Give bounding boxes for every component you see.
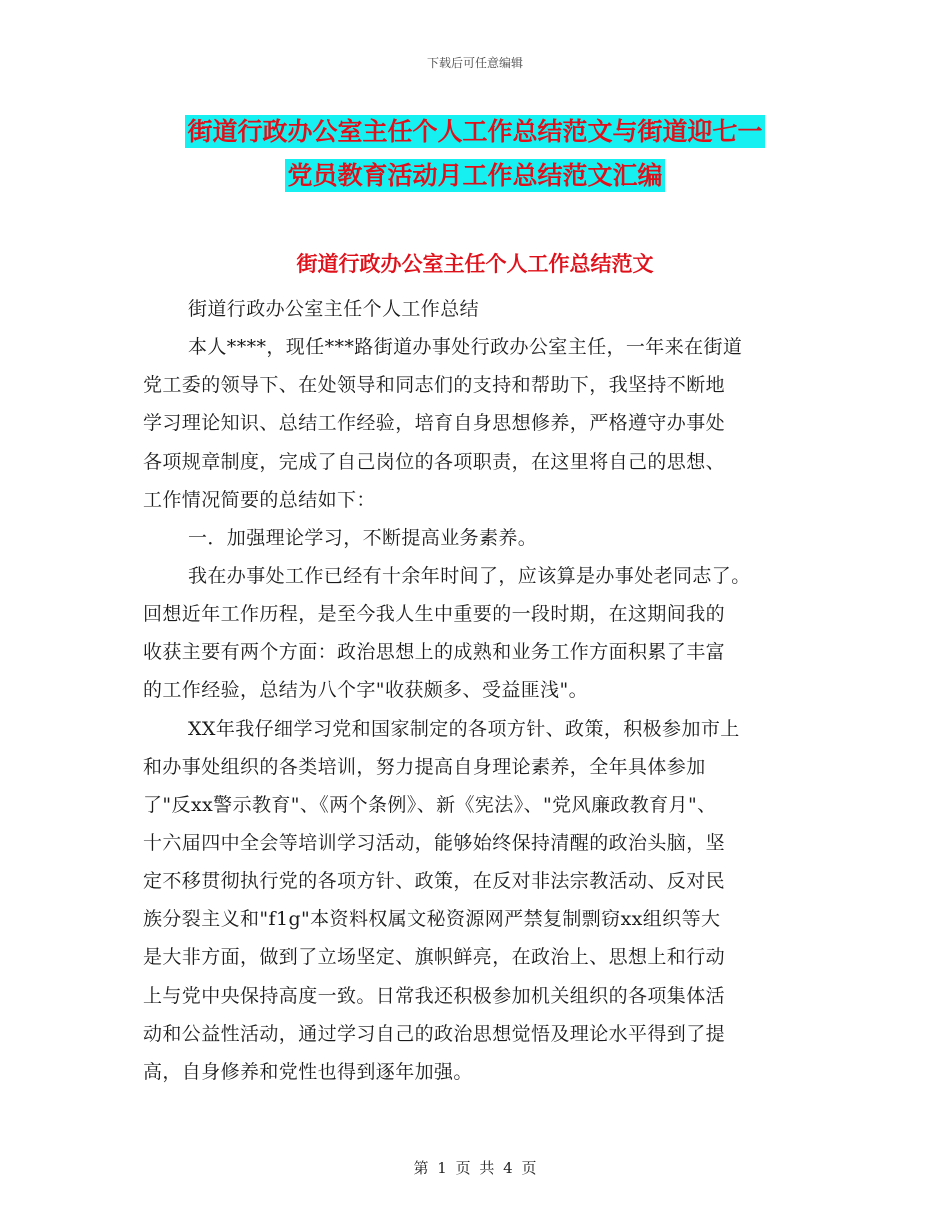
body-line: 了"反xx警示教育"、《两个条例》、新《宪法》、"党风廉政教育月"、 <box>143 793 717 816</box>
body-line: 回想近年工作历程，是至今我人生中重要的一段时期，在这期间我的 <box>143 603 726 626</box>
section-title: 街道行政办公室主任个人工作总结范文 <box>296 251 654 276</box>
document-title-line-1 <box>0 112 950 148</box>
page-footer: 第 1 页 共 4 页 <box>413 1159 537 1177</box>
body-line: 族分裂主义和"f1g"本资料权属文秘资源网严禁复制剽窃xx组织等大 <box>143 908 721 931</box>
document-title-line-2 <box>0 156 950 192</box>
body-line: 学习理论知识、总结工作经验，培育自身思想修养，严格遵守办事处 <box>143 412 726 435</box>
body-line: 各项规章制度，完成了自己岗位的各项职责，在这里将自己的思想、 <box>143 450 726 473</box>
body-line: 我在办事处工作已经有十余年时间了，应该算是办事处老同志了。 <box>188 564 751 587</box>
document-body <box>143 290 818 1091</box>
page-header: 下载后可任意编辑 <box>426 56 523 70</box>
body-line: 和办事处组织的各类培训，努力提高自身理论素养，全年具体参加 <box>143 755 706 778</box>
body-line: 动和公益性活动，通过学习自己的政治思想觉悟及理论水平得到了提 <box>143 1022 726 1045</box>
body-line: 上与党中央保持高度一致。日常我还积极参加机关组织的各项集体活 <box>143 984 726 1007</box>
body-line: 定不移贯彻执行党的各项方针、政策，在反对非法宗教活动、反对民 <box>143 870 726 893</box>
body-line: 本人****，现任***路街道办事处行政办公室主任，一年来在街道 <box>188 336 743 359</box>
title-highlight-2: 党员教育活动月工作总结范文汇编 <box>287 161 663 190</box>
body-line: 街道行政办公室主任个人工作总结 <box>188 298 480 320</box>
body-line: 工作情况简要的总结如下： <box>143 488 376 511</box>
body-line: 是大非方面，做到了立场坚定、旗帜鲜亮，在政治上、思想上和行动 <box>143 946 726 969</box>
body-line: 收获主要有两个方面：政治思想上的成熟和业务工作方面积累了丰富 <box>143 641 726 664</box>
body-line: 的工作经验，总结为八个字"收获颇多、受益匪浅"。 <box>143 679 589 702</box>
body-line: 一．加强理论学习，不断提高业务素养。 <box>188 526 538 549</box>
body-line: 党工委的领导下、在处领导和同志们的支持和帮助下，我坚持不断地 <box>143 374 726 397</box>
title-highlight-1: 街道行政办公室主任个人工作总结范文与街道迎七一 <box>187 117 763 146</box>
body-line: XX年我仔细学习党和国家制定的各项方针、政策，积极参加市上 <box>188 717 740 740</box>
body-line: 十六届四中全会等培训学习活动，能够始终保持清醒的政治头脑，坚 <box>143 831 726 854</box>
body-line: 高，自身修养和党性也得到逐年加强。 <box>143 1060 473 1083</box>
